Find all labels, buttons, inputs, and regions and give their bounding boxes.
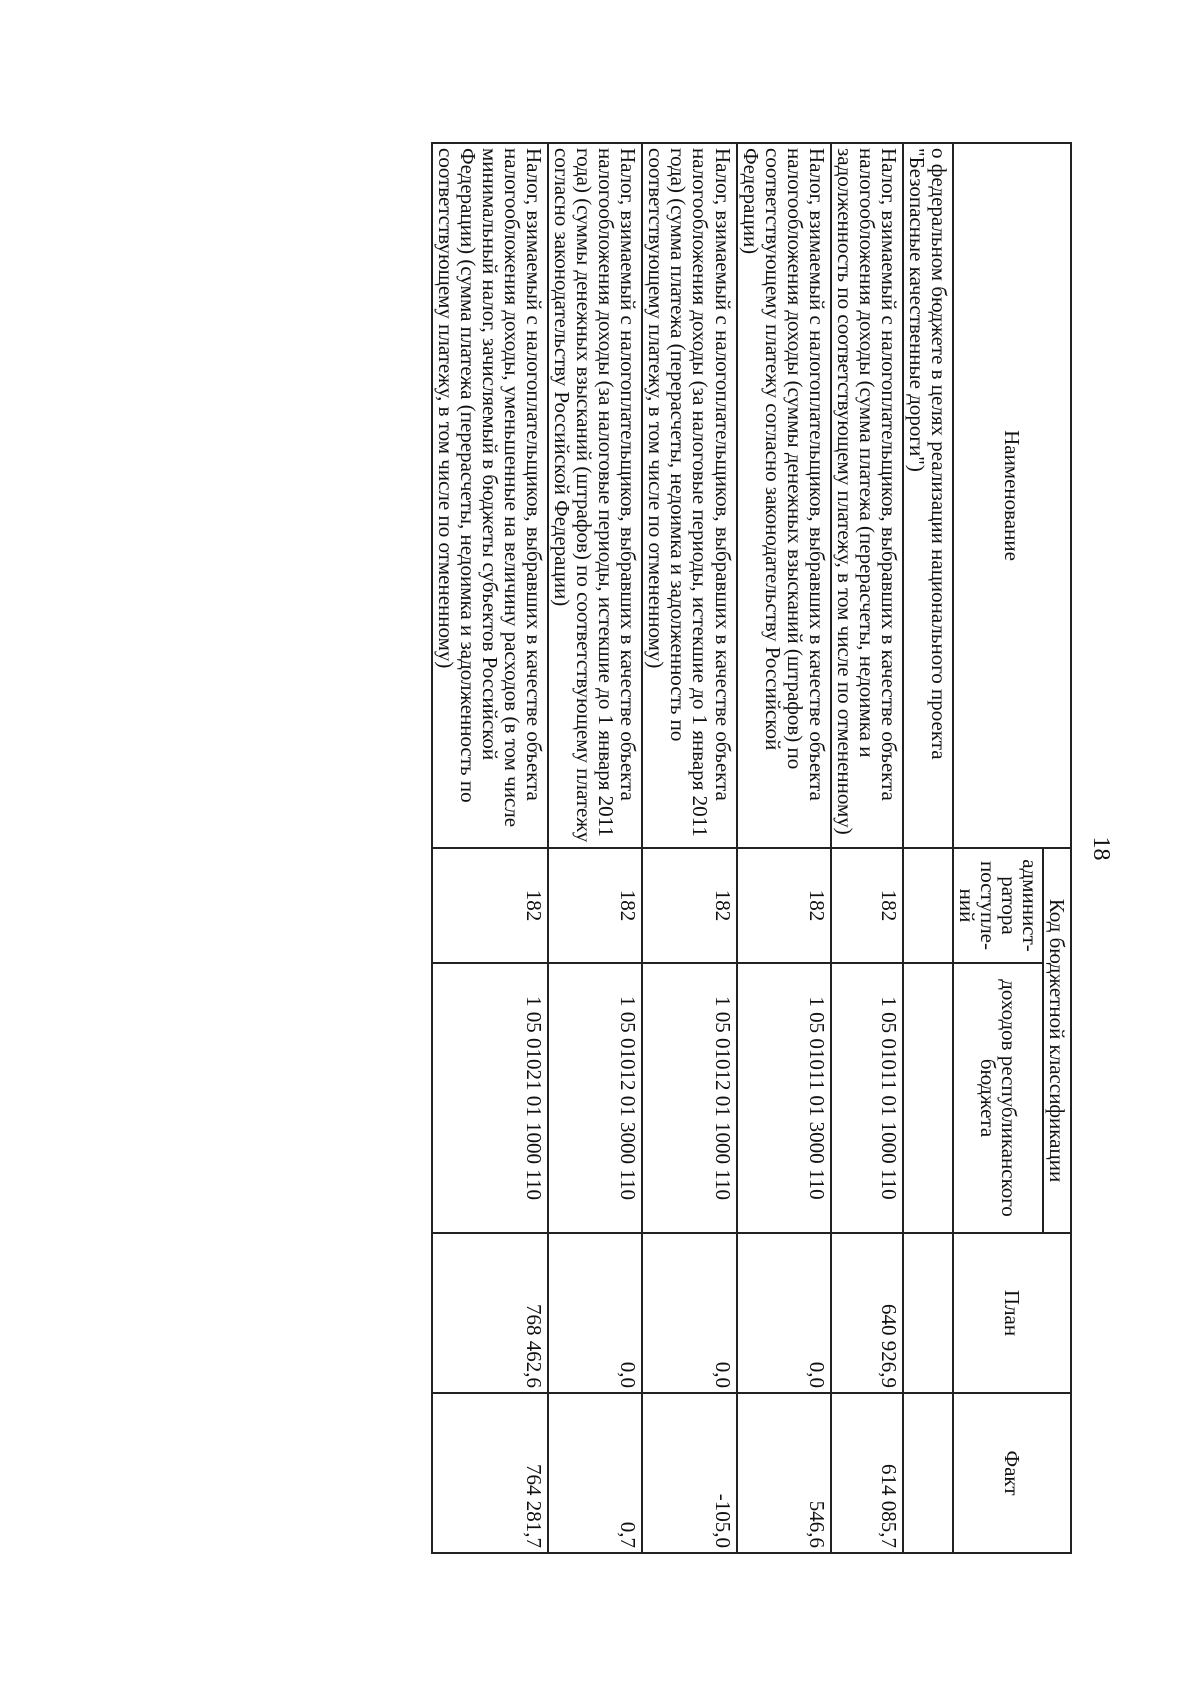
header-fact: Факт	[953, 1393, 1071, 1553]
row-admin-code: 182	[642, 848, 736, 963]
row-budget-code	[903, 963, 953, 1233]
header-name: Наименование	[953, 143, 1071, 848]
row-name: Налог, взимаемый с налогоплательщиков, выбравших в качестве объекта налогообложения доходы, уменьшенные на величину расходов (в том числе минимальный налог, зачисляемый в бюджеты субъектов Российской Федерации) (сумма платежа (перерасчеты, недоимка и задолженность по соответствующему платежу, в том числе по отмененному)	[432, 143, 548, 848]
table-header	[953, 143, 1071, 1553]
row-admin-code: 182	[432, 848, 548, 963]
row-admin-code: 182	[737, 848, 831, 963]
header-plan: План	[953, 1233, 1071, 1393]
header-code-group: Код бюджетной классификации	[1043, 848, 1071, 1233]
table-row	[642, 143, 736, 1553]
table-row	[737, 143, 831, 1553]
row-plan: 640 926,9	[831, 1233, 903, 1393]
row-plan: 768 462,6	[432, 1233, 548, 1393]
row-plan: 0,0	[642, 1233, 736, 1393]
table-row	[831, 143, 903, 1553]
table-row	[903, 143, 953, 1553]
row-name: о федеральном бюджете в целях реализации национального проекта "Безопасные качественные дороги")	[903, 143, 953, 848]
row-fact: 614 085,7	[831, 1393, 903, 1553]
row-plan: 0,0	[548, 1233, 642, 1393]
row-budget-code: 1 05 01011 01 3000 110	[737, 963, 831, 1233]
row-admin-code	[903, 848, 953, 963]
row-name: Налог, взимаемый с налогоплательщиков, выбравших в качестве объекта налогообложения доходы (суммы денежных взысканий (штрафов) по соответствующему платежу согласно законодательству Российской Федерации)	[737, 143, 831, 848]
row-fact: 764 281,7	[432, 1393, 548, 1553]
table-body	[432, 143, 953, 1553]
page-number: 18	[1088, 836, 1114, 861]
row-fact: 0,7	[548, 1393, 642, 1553]
budget-table	[431, 142, 1072, 1554]
row-admin-code: 182	[831, 848, 903, 963]
row-admin-code: 182	[548, 848, 642, 963]
row-budget-code: 1 05 01012 01 3000 110	[548, 963, 642, 1233]
row-fact: -105,0	[642, 1393, 736, 1553]
row-name: Налог, взимаемый с налогоплательщиков, выбравших в качестве объекта налогообложения доходы (за налоговые периоды, истекшие до 1 января 2011 года) (сумма платежа (перерасчеты, недоимка и задолженность по соответствующему платежу, в том числе по отмененному)	[642, 143, 736, 848]
row-name: Налог, взимаемый с налогоплательщиков, выбравших в качестве объекта налогообложения доходы (за налоговые периоды, истекшие до 1 января 2011 года) (суммы денежных взысканий (штрафов) по соответствующему платежу согласно законодательству Российской Федерации)	[548, 143, 642, 848]
table-row	[432, 143, 548, 1553]
row-plan: 0,0	[737, 1233, 831, 1393]
header-code: доходов республиканского бюджета	[953, 963, 1043, 1233]
row-plan	[903, 1233, 953, 1393]
row-budget-code: 1 05 01021 01 1000 110	[432, 963, 548, 1233]
row-name: Налог, взимаемый с налогоплательщиков, выбравших в качестве объекта налогообложения доходы (сумма платежа (перерасчеты, недоимка и задолженность по соответствующему платежу, в том числе по отмененному)	[831, 143, 903, 848]
row-budget-code: 1 05 01012 01 1000 110	[642, 963, 736, 1233]
header-admin: админист-ратора поступле-ний	[953, 848, 1043, 963]
row-fact	[903, 1393, 953, 1553]
row-budget-code: 1 05 01011 01 1000 110	[831, 963, 903, 1233]
row-fact: 546,6	[737, 1393, 831, 1553]
table-row	[548, 143, 642, 1553]
